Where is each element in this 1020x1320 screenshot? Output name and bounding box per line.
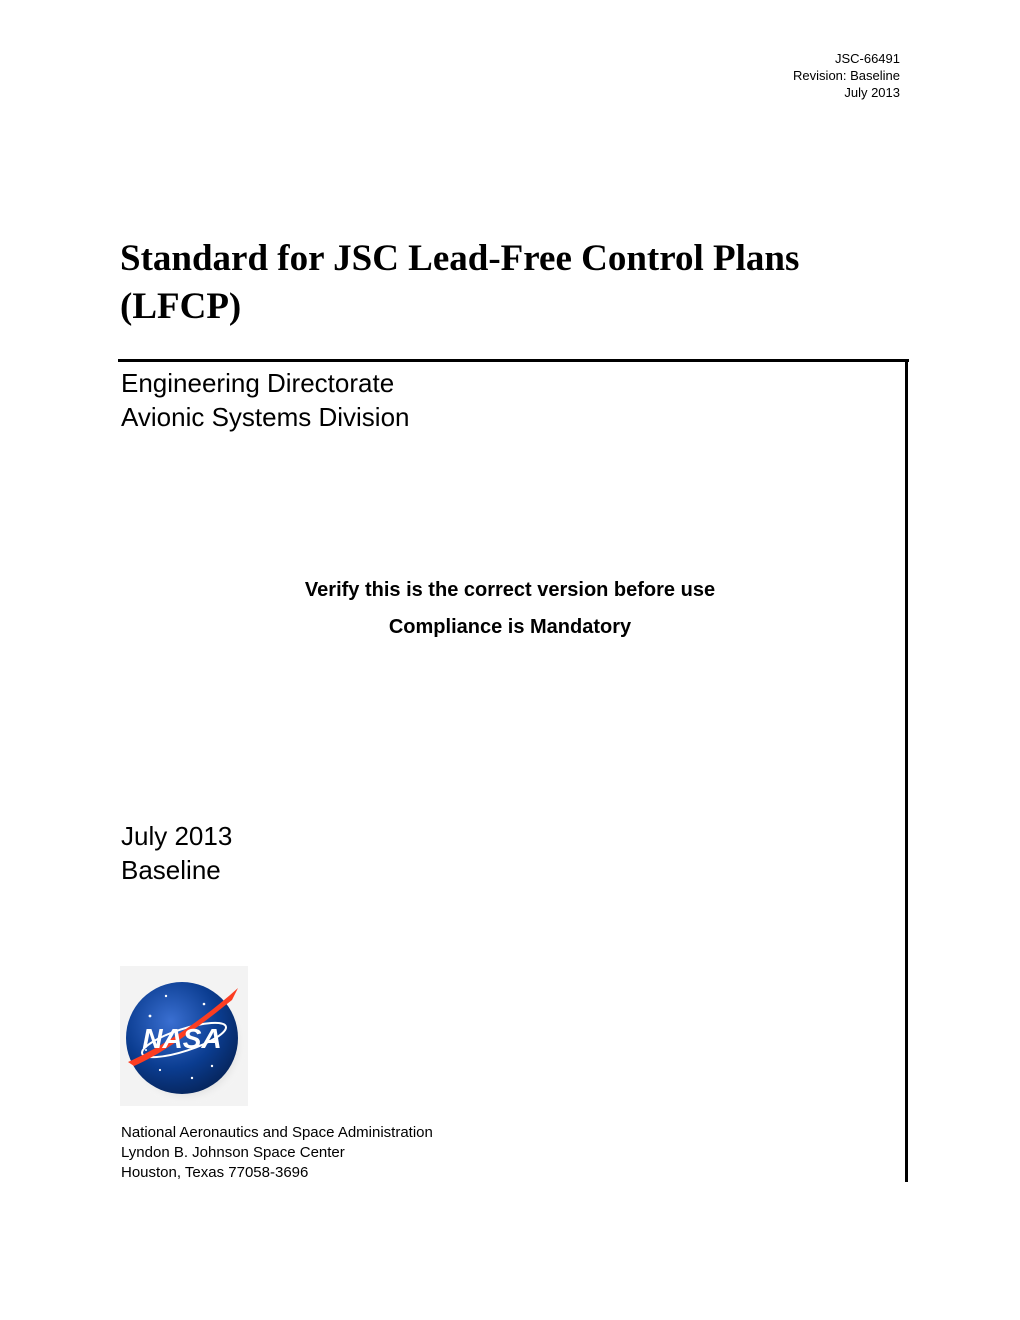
title-line-1: Standard for JSC Lead-Free Control Plans [120, 238, 800, 279]
revision-label: Revision: Baseline [793, 68, 900, 83]
header-date: July 2013 [844, 85, 900, 100]
address-block [121, 1123, 433, 1183]
organization-block [121, 366, 410, 434]
directorate-name: Engineering Directorate [121, 368, 395, 398]
document-title [120, 235, 910, 331]
version-notice [120, 572, 900, 646]
center-name: Lyndon B. Johnson Space Center [121, 1144, 345, 1161]
agency-name: National Aeronautics and Space Administration [121, 1124, 433, 1141]
city-address: Houston, Texas 77058-3696 [121, 1164, 309, 1181]
document-number: JSC-66491 [834, 51, 900, 66]
nasa-meatball-logo-icon [120, 966, 248, 1106]
division-name: Avionic Systems Division [121, 402, 410, 432]
title-line-2: (LFCP) [120, 286, 242, 327]
right-rule-divider [905, 359, 908, 1182]
edition-status: Baseline [121, 855, 221, 885]
edition-date: July 2013 [121, 821, 233, 851]
compliance-notice: Compliance is Mandatory [388, 616, 632, 638]
edition-block [121, 819, 232, 887]
document-header [793, 50, 900, 101]
verify-notice: Verify this is the correct version before use [304, 579, 716, 601]
nasa-logo-text: NASA [142, 1023, 222, 1054]
top-rule-divider [118, 359, 909, 362]
nasa-logo [120, 966, 248, 1106]
